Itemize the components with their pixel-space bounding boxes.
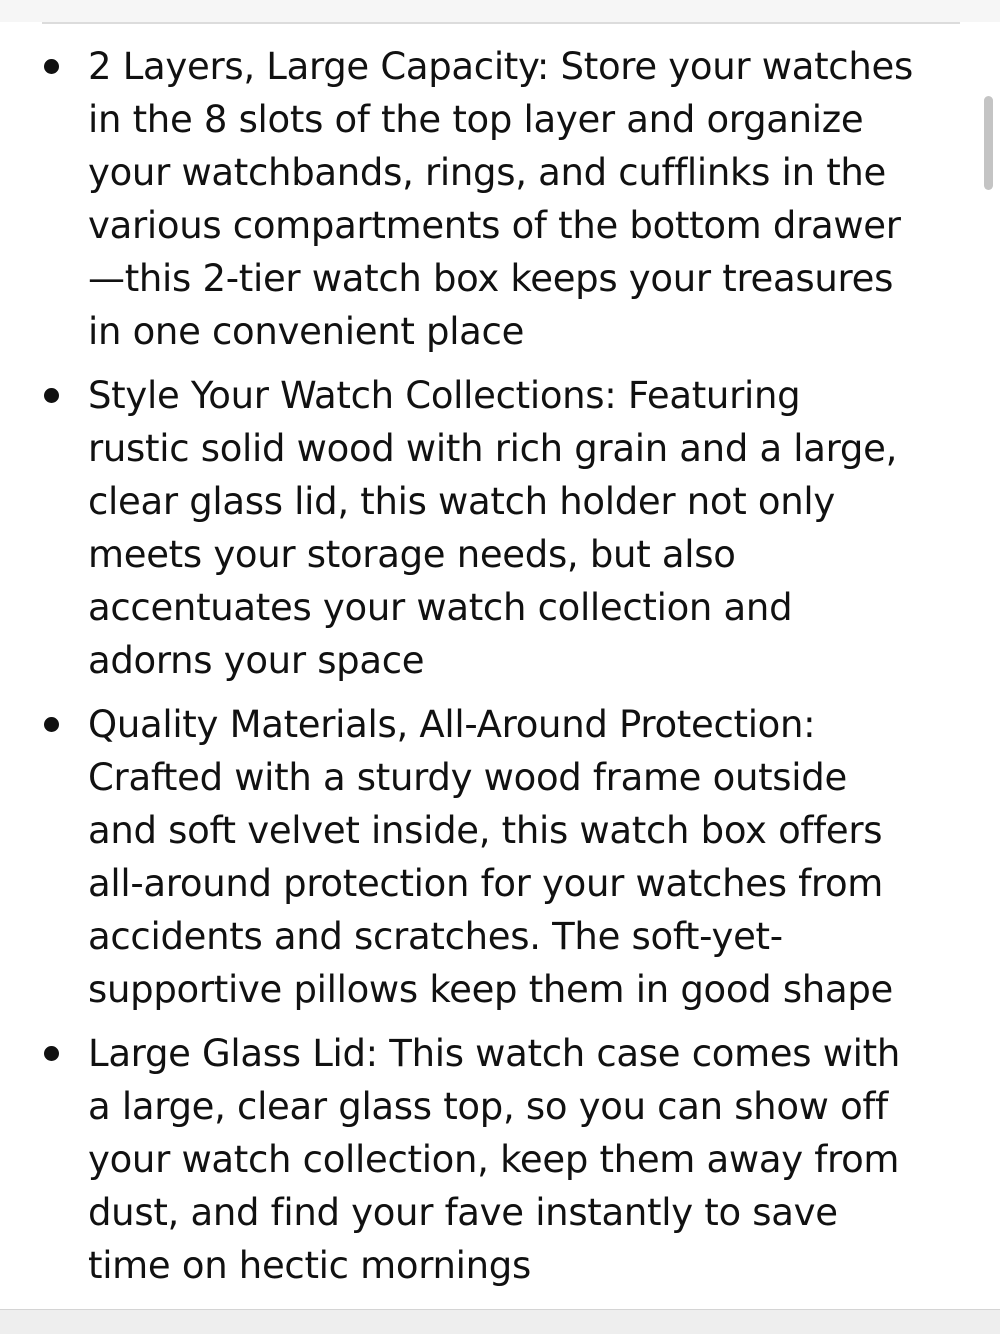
feature-text: Large Glass Lid: This watch case comes with a large, clear glass top, so you can show off your watch collection, keep them away from dust, and find your fave instantly to save time on hectic mornings xyxy=(88,1032,901,1287)
feature-bullet-materials xyxy=(0,698,1000,1016)
feature-text: Style Your Watch Collections: Featuring rustic solid wood with rich grain and a large, clear glass lid, this watch holder not only meets your storage needs, but also accentuates your watch collection and adorns your space xyxy=(88,374,898,682)
feature-bullet-glass-lid xyxy=(0,1027,1000,1292)
product-feature-list xyxy=(0,40,1000,1303)
feature-text: Quality Materials, All-Around Protection: Crafted with a sturdy wood frame outside and soft velvet inside, this watch box offers all-around protection for your watches from accidents and scratches. The soft-yet- supportive pillows keep them in good shape xyxy=(88,703,893,1011)
bullet-dot-icon xyxy=(44,388,59,403)
scrollbar-thumb[interactable] xyxy=(984,96,993,190)
top-divider xyxy=(42,22,960,24)
feature-bullet-style xyxy=(0,369,1000,687)
bullet-dot-icon xyxy=(44,1046,59,1061)
bullet-dot-icon xyxy=(44,717,59,732)
bottom-toolbar-strip xyxy=(0,1309,1000,1334)
bullet-dot-icon xyxy=(44,59,59,74)
feature-text: 2 Layers, Large Capacity: Store your watches in the 8 slots of the top layer and organize your watchbands, rings, and cufflinks in the various compartments of the bottom drawer —this 2-tier watch box keeps your treasures in one convenient place xyxy=(88,45,913,353)
top-header-strip xyxy=(0,0,1000,22)
feature-bullet-capacity xyxy=(0,40,1000,358)
